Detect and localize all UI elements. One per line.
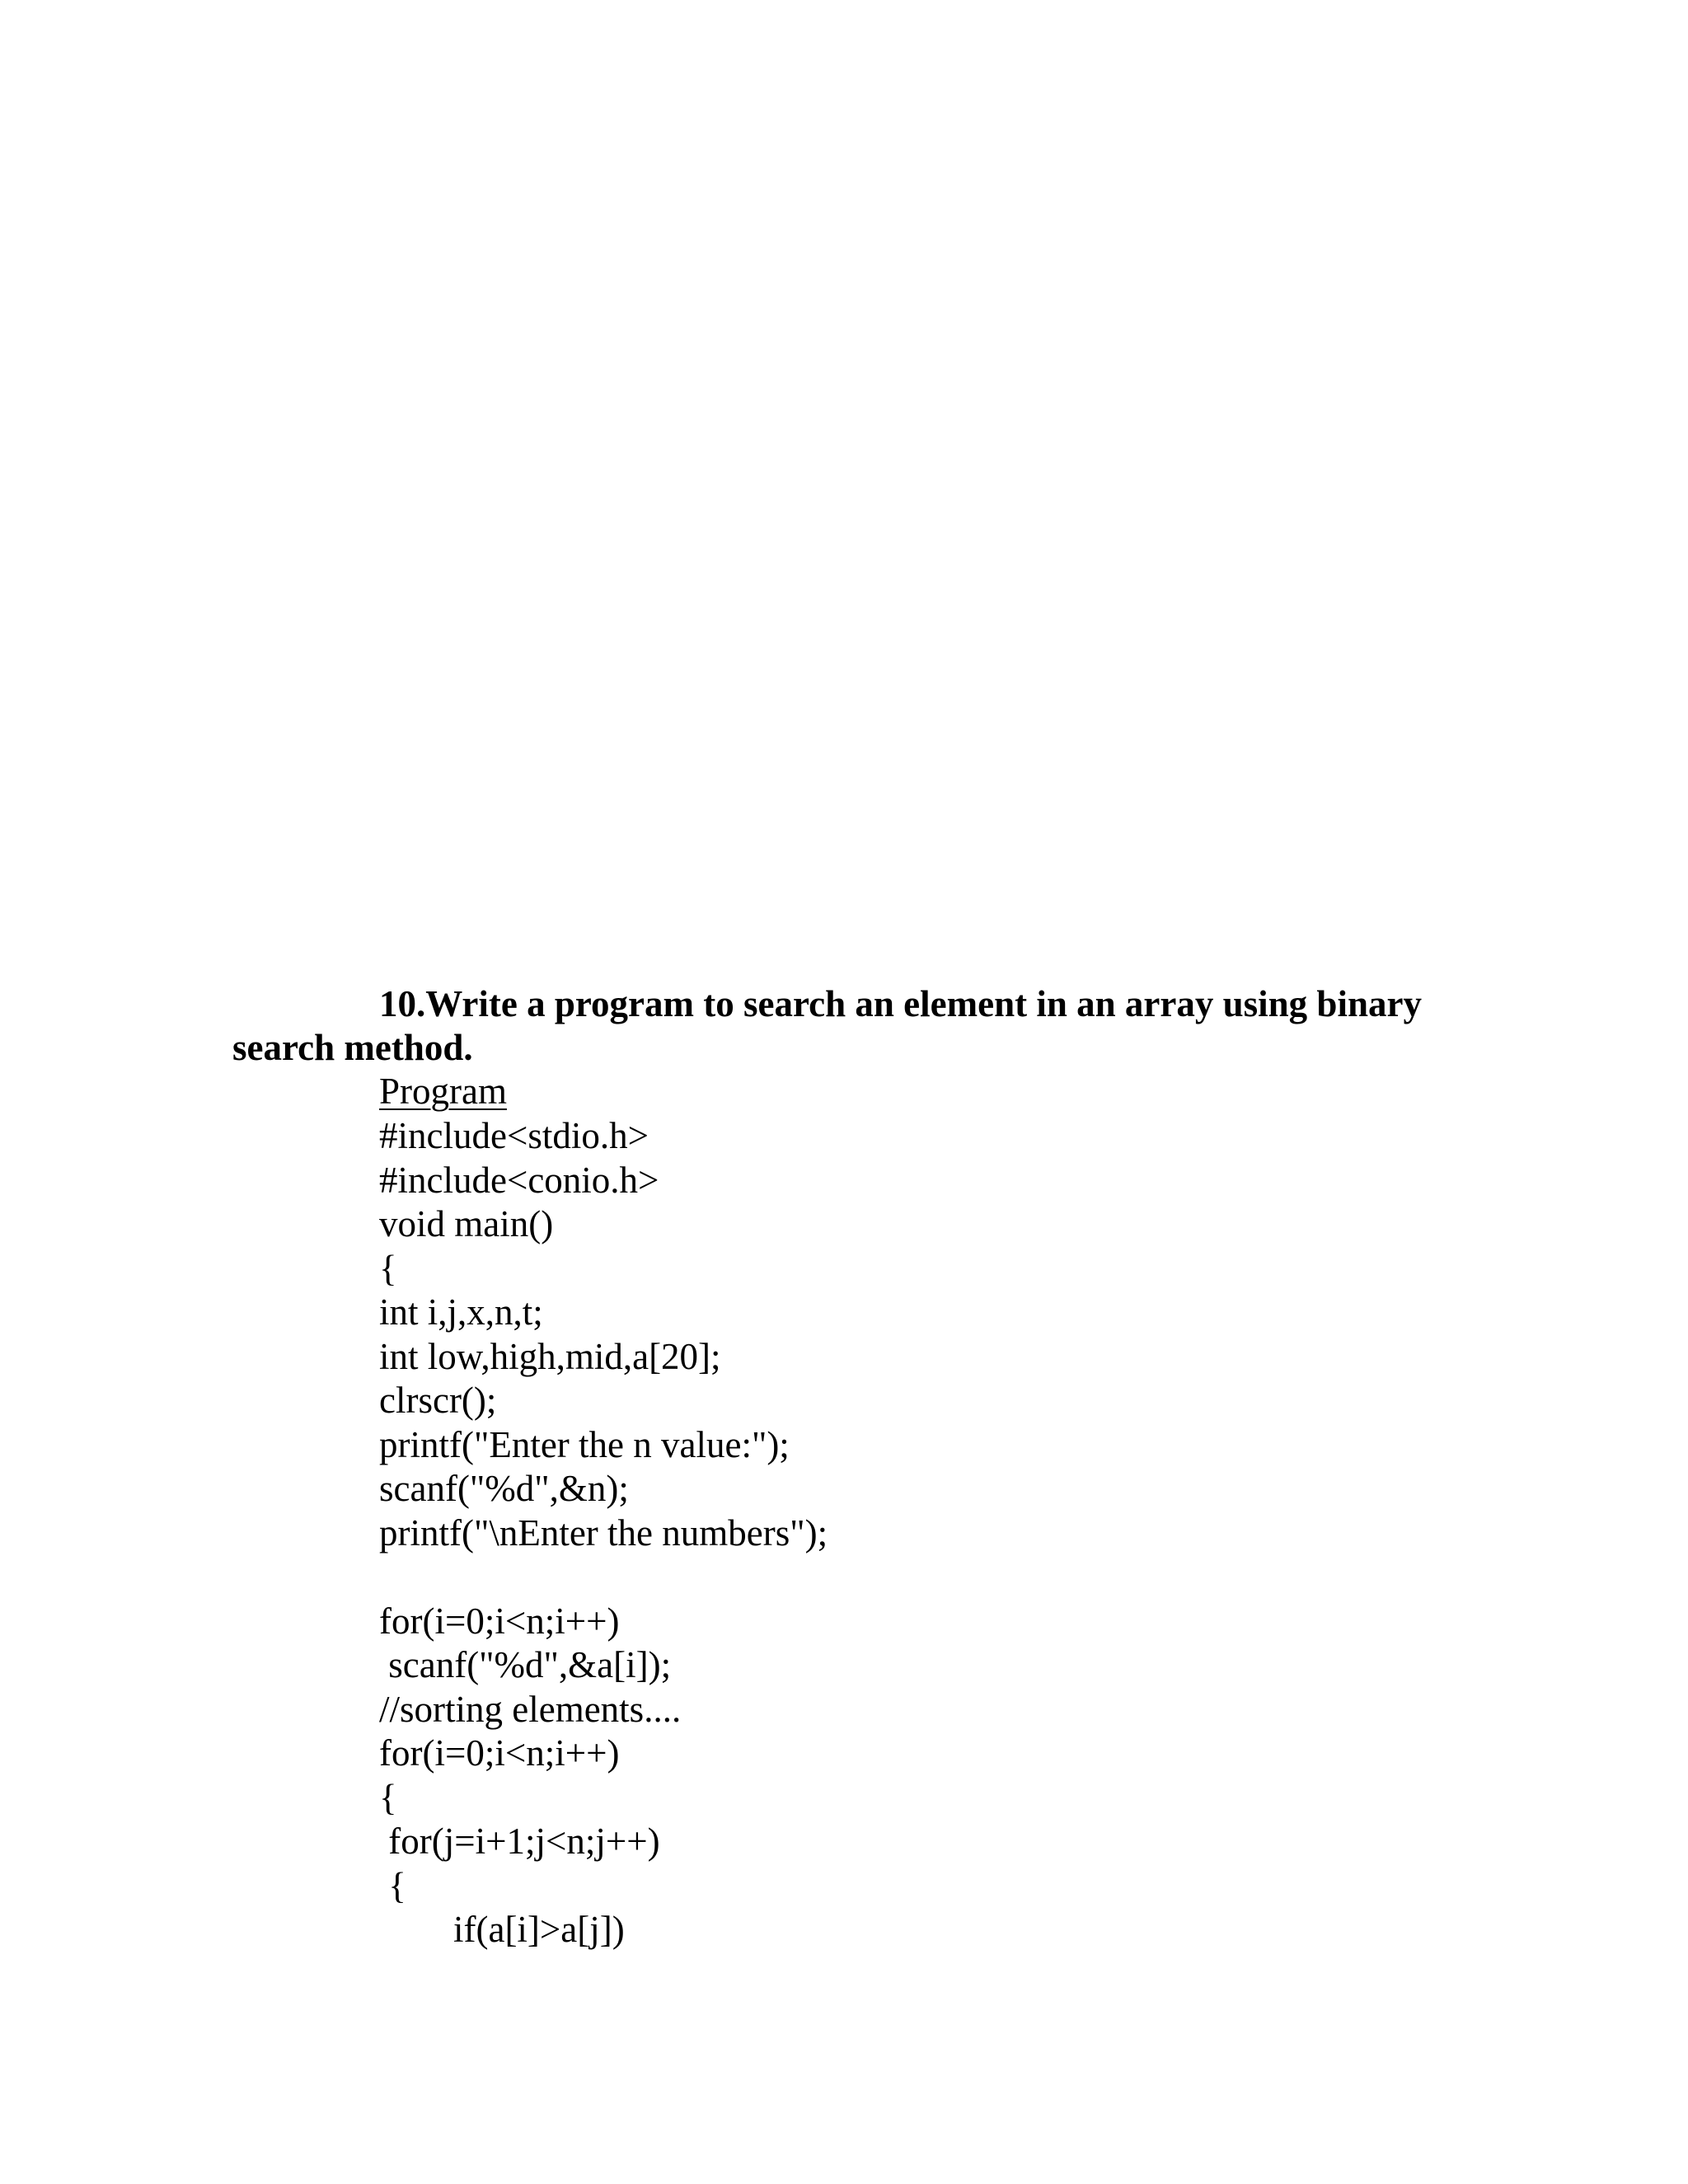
code-line: printf("\nEnter the numbers"); (379, 1511, 828, 1554)
program-label: Program (379, 1071, 507, 1112)
code-line: if(a[i]>a[j]) (379, 1909, 625, 1950)
code-line: for(j=i+1;j<n;j++) (379, 1821, 660, 1862)
question-heading: 10.Write a program to search an element in an array using binary search method. (232, 983, 1422, 1068)
code-line (379, 1555, 828, 1600)
code-line: //sorting elements.... (379, 1688, 682, 1730)
code-line: int i,j,x,n,t; (379, 1291, 543, 1333)
code-line: scanf("%d",&a[i]); (379, 1644, 672, 1685)
code-line: for(i=0;i<n;i++) (379, 1600, 620, 1642)
code-line: for(i=0;i<n;i++) (379, 1732, 620, 1774)
code-line: scanf("%d",&n); (379, 1468, 629, 1509)
code-line: void main() (379, 1203, 554, 1244)
code-block (379, 1114, 828, 1952)
code-line: { (379, 1247, 397, 1289)
code-line: { (379, 1776, 397, 1818)
code-line: printf("Enter the n value:"); (379, 1423, 790, 1465)
code-line: clrscr(); (379, 1380, 497, 1421)
code-line: int low,high,mid,a[20]; (379, 1335, 721, 1377)
code-line: { (379, 1864, 406, 1906)
code-line: #include<conio.h> (379, 1159, 659, 1201)
code-line: #include<stdio.h> (379, 1115, 649, 1156)
